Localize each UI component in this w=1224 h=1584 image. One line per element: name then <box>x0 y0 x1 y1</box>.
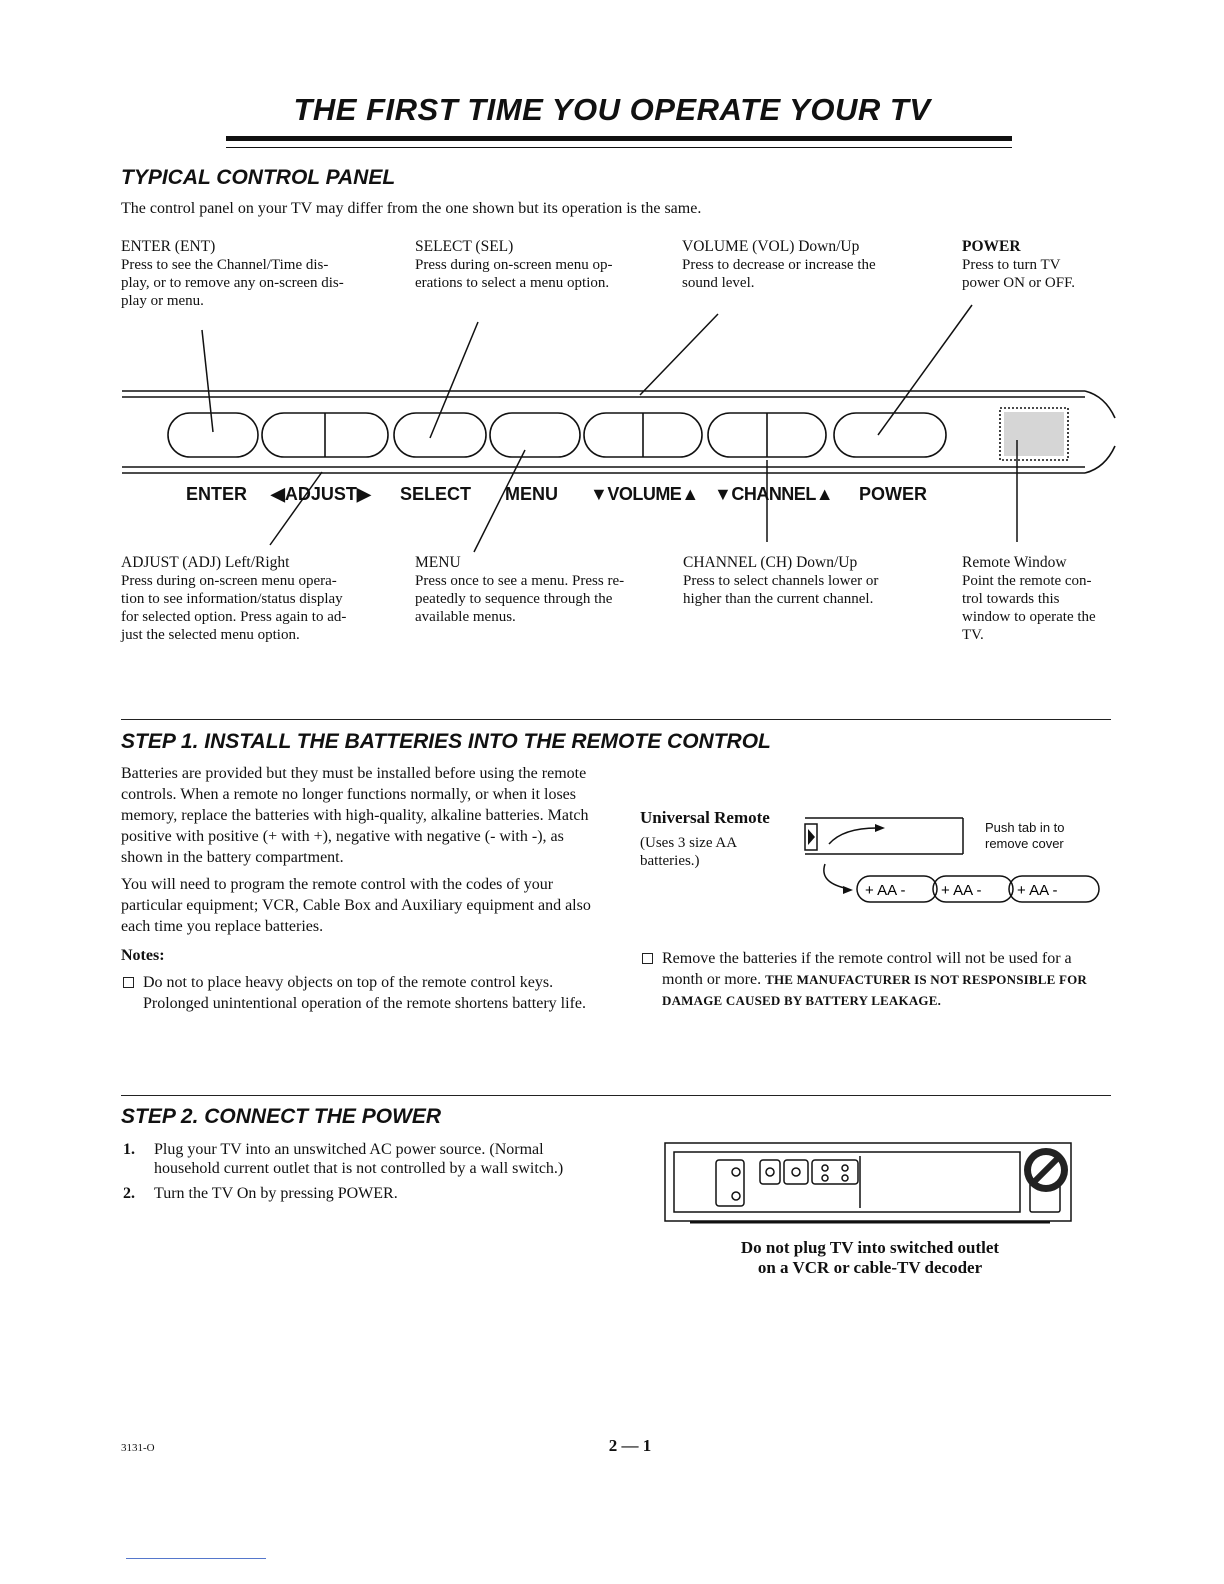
label-remote-window-line: TV. <box>962 627 984 643</box>
label-adjust-line: Press during on-screen menu opera- <box>121 573 337 589</box>
label-enter-head: ENTER (ENT) <box>121 238 216 255</box>
step2-list <box>121 1140 601 1203</box>
remote-title: Universal Remote <box>640 808 770 827</box>
label-remote-window-line: window to operate the <box>962 609 1096 625</box>
outlet-caption-line2: on a VCR or cable-TV decoder <box>757 1258 983 1277</box>
checkbox-icon <box>123 977 134 988</box>
notes-list <box>121 972 591 1014</box>
step2-heading: STEP 2. CONNECT THE POWER <box>121 1105 442 1128</box>
push-tab-text: Push tab in to remove cover <box>985 820 1065 851</box>
panel-label-select: SELECT <box>400 484 472 504</box>
label-menu-line: available menus. <box>415 609 516 625</box>
label-channel-line: higher than the current channel. <box>683 591 874 607</box>
label-select <box>415 238 675 292</box>
label-adjust <box>121 554 406 644</box>
label-adjust-line: tion to see information/status display <box>121 591 343 607</box>
tv-outlet-diagram <box>660 1138 1080 1228</box>
section-divider <box>121 719 1111 720</box>
label-enter-line: play or menu. <box>121 293 204 309</box>
notes-list <box>640 948 1110 1011</box>
step1-para1: Batteries are provided but they must be installed before using the remote controls. When a remote no longer functions normally, or when it loses memory, replace the batteries with high-quality, alkaline batteries. Match positive with positive (+ with +), negative with negative (- with -), as shown in the battery compartment. <box>121 765 589 866</box>
notes-label: Notes: <box>121 947 165 964</box>
label-power-line: Press to turn TV <box>962 257 1061 273</box>
label-select-line: erations to select a menu option. <box>415 275 610 291</box>
panel-label-channel: ▼CHANNEL▲ <box>714 484 834 504</box>
battery-label: + AA - <box>865 882 906 899</box>
checkbox-icon <box>642 953 653 964</box>
step2-item-text: Turn the TV On by pressing POWER. <box>154 1185 398 1202</box>
label-adjust-line: just the selected menu option. <box>121 627 300 643</box>
no-plug-icon <box>1024 1148 1068 1192</box>
title-rule-thick <box>226 136 1012 141</box>
label-adjust-head: ADJUST (ADJ) Left/Right <box>121 554 290 571</box>
label-volume <box>682 238 942 292</box>
label-power <box>962 238 1122 292</box>
label-enter-line: play, or to remove any on-screen dis- <box>121 275 344 291</box>
step1-left-column <box>121 763 591 1014</box>
label-menu-head: MENU <box>415 554 461 571</box>
arrow-icon <box>843 886 853 894</box>
label-select-head: SELECT (SEL) <box>415 238 514 255</box>
button-select <box>394 413 486 457</box>
panel-label-enter: ENTER <box>186 484 248 504</box>
universal-remote-block <box>640 808 790 870</box>
label-menu <box>415 554 675 626</box>
remote-sub: (Uses 3 size AA batteries.) <box>640 835 737 869</box>
label-adjust-line: for selected option. Press again to ad- <box>121 609 347 625</box>
outlet-caption <box>660 1238 1080 1278</box>
step2-item <box>121 1140 601 1178</box>
label-channel-line: Press to select channels lower or <box>683 573 879 589</box>
control-panel-diagram <box>0 300 1224 560</box>
step2-list-wrap <box>121 1140 601 1209</box>
label-select-line: Press during on-screen menu op- <box>415 257 613 273</box>
panel-label-power: POWER <box>859 484 928 504</box>
step1-para2: You will need to program the remote control with the codes of your particular equipment; VCR, Cable Box and Auxiliary equipment and also each time you replace batteries. <box>121 876 591 935</box>
label-enter-line: Press to see the Channel/Time dis- <box>121 257 329 273</box>
label-remote-window <box>962 554 1122 644</box>
step1-heading: STEP 1. INSTALL THE BATTERIES INTO THE REMOTE CONTROL <box>121 730 771 753</box>
section-divider <box>121 1095 1111 1096</box>
page-number: 2 — 1 <box>608 1436 652 1455</box>
step1-right-note <box>640 948 1110 1011</box>
arrow-icon <box>875 824 885 832</box>
page-title: THE FIRST TIME YOU OPERATE YOUR TV <box>293 92 931 127</box>
note2-text: Remove the batteries if the remote control will not be used for a month or more. <box>662 950 1072 988</box>
step2-item-num: 1. <box>123 1141 135 1158</box>
label-menu-line: Press once to see a menu. Press re- <box>415 573 625 589</box>
panel-label-menu: MENU <box>505 484 558 504</box>
label-volume-line: sound level. <box>682 275 755 291</box>
label-volume-head: VOLUME (VOL) Down/Up <box>682 238 860 255</box>
label-channel-head: CHANNEL (CH) Down/Up <box>683 554 858 571</box>
panel-label-volume: ▼VOLUME▲ <box>590 484 699 504</box>
label-volume-line: Press to decrease or increase the <box>682 257 876 273</box>
label-remote-window-line: trol towards this <box>962 591 1060 607</box>
label-remote-window-line: Point the remote con- <box>962 573 1092 589</box>
footer-code: 3131-O <box>121 1442 155 1454</box>
outlet-caption-line1: Do not plug TV into switched outlet <box>740 1238 1000 1257</box>
step2-item <box>121 1184 601 1203</box>
control-panel-intro: The control panel on your TV may differ from the one shown but its operation is the same. <box>121 200 702 217</box>
note-item <box>640 948 1110 1011</box>
label-remote-window-head: Remote Window <box>962 554 1067 571</box>
label-menu-line: peatedly to sequence through the <box>415 591 613 607</box>
title-rule-thin <box>226 147 1012 148</box>
panel-label-adjust: ◀ADJUST▶ <box>271 484 371 504</box>
step2-item-text: Plug your TV into an unswitched AC power source. (Normal household current outlet that is not controlled by a wall switch.) <box>154 1141 564 1177</box>
button-enter <box>168 413 258 457</box>
note-item <box>121 972 591 1014</box>
label-power-line: power ON or OFF. <box>962 275 1075 291</box>
battery-label: + AA - <box>1017 882 1058 899</box>
battery-label: + AA - <box>941 882 982 899</box>
note2-caps: THE MANUFACTURER IS NOT RESPONSIBLE FOR DAMAGE CAUSED BY BATTERY LEAKAGE. <box>662 972 1087 1008</box>
step2-item-num: 2. <box>123 1185 135 1202</box>
footer-rule <box>126 1558 266 1559</box>
button-menu <box>490 413 580 457</box>
tab-icon <box>808 829 815 845</box>
control-panel-heading: TYPICAL CONTROL PANEL <box>121 166 396 189</box>
label-power-head: POWER <box>962 238 1021 255</box>
label-channel <box>683 554 943 608</box>
note1-text: Do not to place heavy objects on top of the remote control keys. Prolonged unintentional operation of the remote shortens battery life. <box>143 974 586 1012</box>
